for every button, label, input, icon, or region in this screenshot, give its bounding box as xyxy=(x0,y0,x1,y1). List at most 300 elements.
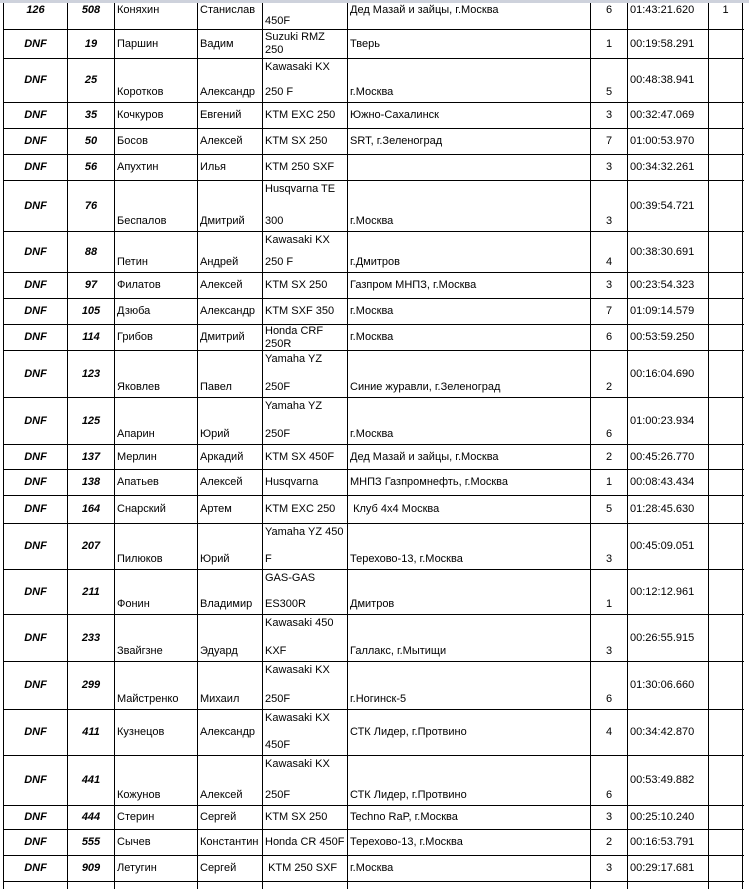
cell-result-status xyxy=(4,129,68,154)
firstname-text: Андрей xyxy=(200,256,239,268)
total-time-text: 00:45:09.051 xyxy=(630,540,695,552)
bike-text: Kawasaki KX xyxy=(265,758,330,770)
cell-lastname xyxy=(115,103,198,128)
cell-result-status xyxy=(4,103,68,128)
cell-note xyxy=(709,806,743,829)
cell-laps xyxy=(591,325,628,350)
lastname-text: Звайгзне xyxy=(117,645,163,657)
cell-rider-number xyxy=(68,662,115,709)
cell-total-time xyxy=(628,30,709,58)
cell-team-city xyxy=(348,445,591,469)
table-row xyxy=(4,445,744,470)
cell-team-city xyxy=(348,273,591,298)
cell-team-city xyxy=(348,155,591,180)
cell-rider-number xyxy=(68,570,115,614)
cell-bike xyxy=(263,524,348,569)
team-city-text: г.Москва xyxy=(350,305,394,317)
table-row xyxy=(4,398,744,445)
table-row xyxy=(4,830,744,856)
cell-firstname xyxy=(198,524,263,569)
lastname-text: Паршин xyxy=(117,37,159,50)
cell-rider-number xyxy=(68,615,115,661)
rider-number-text: 56 xyxy=(84,161,98,173)
cell-total-time xyxy=(628,710,709,755)
cell-lastname xyxy=(115,351,198,397)
race-results-table xyxy=(3,3,744,889)
cell-lastname xyxy=(115,3,198,29)
cell-lastname xyxy=(115,273,198,298)
total-time-text: 00:53:49.882 xyxy=(630,774,695,786)
cell-bike xyxy=(263,830,348,855)
bike-text: Yamaha YZ xyxy=(265,400,323,412)
cell-team-city xyxy=(348,232,591,272)
cell-result-status xyxy=(4,882,68,889)
lastname-text: Коняхин xyxy=(117,4,160,16)
total-time-text: 00:34:32.261 xyxy=(630,161,695,173)
cell-laps xyxy=(591,273,628,298)
rider-number-text: 125 xyxy=(81,414,101,427)
bike-text: KXF xyxy=(265,645,287,657)
cell-note xyxy=(709,3,743,29)
cell-bike xyxy=(263,710,348,755)
cell-lastname xyxy=(115,445,198,469)
cell-bike xyxy=(263,856,348,881)
cell-rider-number xyxy=(68,181,115,231)
cell-rider-number xyxy=(68,351,115,397)
bike-text: KTM EXC 250 xyxy=(265,503,336,515)
cell-team-city xyxy=(348,856,591,881)
rider-number-text: 233 xyxy=(81,631,101,644)
team-city-text: Галлакс, г.Мытищи xyxy=(350,645,447,657)
result-status-text: DNF xyxy=(24,774,47,786)
team-city-text: Терехово-13, г.Москва xyxy=(350,836,463,848)
laps-text: 1 xyxy=(605,598,613,610)
firstname-text: Станислав xyxy=(200,4,256,16)
cell-bike xyxy=(263,351,348,397)
cell-lastname xyxy=(115,30,198,58)
firstname-text: Илья xyxy=(200,161,227,173)
result-status-text: 126 xyxy=(26,4,45,16)
bike-text: 250F xyxy=(265,381,291,393)
table-row xyxy=(4,806,744,830)
cell-note xyxy=(709,756,743,805)
lastname-text: Сычев xyxy=(117,836,151,848)
team-city-text: г.Москва xyxy=(350,86,394,98)
lastname-text: Мерлин xyxy=(117,450,157,463)
cell-total-time xyxy=(628,299,709,324)
cell-laps xyxy=(591,830,628,855)
team-city-text: г.Москва xyxy=(350,862,394,874)
team-city-text: Techno RaP, г.Москва xyxy=(350,811,458,823)
laps-text: 1 xyxy=(605,37,613,50)
cell-note xyxy=(709,181,743,231)
total-time-text: 00:38:30.691 xyxy=(630,245,695,258)
cell-note xyxy=(709,30,743,58)
lastname-text: Летугин xyxy=(117,862,157,874)
rider-number-text: 88 xyxy=(84,245,98,258)
team-city-text: МНПЗ Газпромнефть, г.Москва xyxy=(350,476,509,488)
team-city-text: г.Москва xyxy=(350,215,394,227)
laps-text: 6 xyxy=(605,428,613,440)
team-city-text: Тверь xyxy=(350,37,380,50)
cell-lastname xyxy=(115,398,198,444)
lastname-text: Апарин xyxy=(117,428,155,440)
team-city-text: СТК Лидер, г.Протвино xyxy=(350,789,467,801)
firstname-text: Владимир xyxy=(200,598,253,610)
cell-total-time xyxy=(628,129,709,154)
cell-lastname xyxy=(115,496,198,523)
cell-bike xyxy=(263,445,348,469)
cell-rider-number xyxy=(68,856,115,881)
lastname-text: Петин xyxy=(117,256,148,268)
cell-rider-number xyxy=(68,299,115,324)
cell-result-status xyxy=(4,351,68,397)
cell-result-status xyxy=(4,524,68,569)
cell-total-time xyxy=(628,103,709,128)
bike-text: 300 xyxy=(265,215,284,227)
total-time-text: 01:09:14.579 xyxy=(630,305,695,317)
lastname-text: Коротков xyxy=(117,86,164,98)
cell-bike xyxy=(263,882,348,889)
cell-note xyxy=(709,232,743,272)
total-time-text: 00:48:38.941 xyxy=(630,74,695,86)
cell-laps xyxy=(591,155,628,180)
cell-note xyxy=(709,856,743,881)
cell-result-status xyxy=(4,3,68,29)
result-status-text: DNF xyxy=(24,245,47,258)
table-row xyxy=(4,181,744,232)
cell-rider-number xyxy=(68,103,115,128)
table-row xyxy=(4,496,744,524)
cell-firstname xyxy=(198,806,263,829)
cell-rider-number xyxy=(68,398,115,444)
bike-text: KTM 250 SXF xyxy=(265,161,335,173)
cell-total-time xyxy=(628,470,709,495)
bike-text: F xyxy=(265,553,272,565)
cell-lastname xyxy=(115,232,198,272)
cell-lastname xyxy=(115,830,198,855)
cell-bike xyxy=(263,181,348,231)
rider-number-text: 19 xyxy=(84,37,98,50)
cell-laps xyxy=(591,181,628,231)
table-row xyxy=(4,710,744,756)
cell-note xyxy=(709,299,743,324)
firstname-text: Дмитрий xyxy=(200,215,245,227)
cell-note xyxy=(709,470,743,495)
cell-team-city xyxy=(348,299,591,324)
cell-total-time xyxy=(628,398,709,444)
result-status-text: DNF xyxy=(24,450,47,463)
team-city-text: г.Москва xyxy=(350,331,394,343)
table-row xyxy=(4,299,744,325)
cell-firstname xyxy=(198,445,263,469)
cell-total-time xyxy=(628,3,709,29)
total-time-text: 00:25:10.240 xyxy=(630,811,695,823)
cell-lastname xyxy=(115,59,198,102)
cell-bike xyxy=(263,325,348,350)
cell-result-status xyxy=(4,398,68,444)
table-row xyxy=(4,129,744,155)
cell-total-time xyxy=(628,325,709,350)
cell-lastname xyxy=(115,856,198,881)
bike-text: Honda CRF 250R xyxy=(265,325,327,350)
cell-note xyxy=(709,59,743,102)
result-status-text: DNF xyxy=(24,476,47,488)
cell-total-time xyxy=(628,155,709,180)
cell-bike xyxy=(263,273,348,298)
table-row xyxy=(4,325,744,351)
cell-note xyxy=(709,570,743,614)
result-status-text: DNF xyxy=(24,414,47,427)
cell-firstname xyxy=(198,3,263,29)
bike-text: ES300R xyxy=(265,598,306,610)
cell-bike xyxy=(263,470,348,495)
lastname-text: Стерин xyxy=(117,811,155,823)
laps-text: 4 xyxy=(605,256,613,268)
cell-bike xyxy=(263,59,348,102)
lastname-text: Апухтин xyxy=(117,161,159,173)
cell-note xyxy=(709,830,743,855)
cell-firstname xyxy=(198,662,263,709)
total-time-text: 00:16:53.791 xyxy=(630,836,695,848)
cell-firstname xyxy=(198,129,263,154)
bike-text: KTM EXC 250 xyxy=(265,109,336,121)
cell-note xyxy=(709,615,743,661)
cell-rider-number xyxy=(68,59,115,102)
rider-number-text: 114 xyxy=(82,331,100,343)
laps-text: 6 xyxy=(605,331,613,343)
team-city-text: Терехово-13, г.Москва xyxy=(350,553,463,565)
cell-team-city xyxy=(348,325,591,350)
table-row xyxy=(4,59,744,103)
total-time-text: 00:08:43.434 xyxy=(630,476,695,488)
cell-team-city xyxy=(348,30,591,58)
laps-text: 3 xyxy=(605,109,613,121)
cell-total-time xyxy=(628,232,709,272)
cell-laps xyxy=(591,351,628,397)
cell-total-time xyxy=(628,882,709,889)
cell-lastname xyxy=(115,181,198,231)
team-city-text: Синие журавли, г.Зеленоград xyxy=(350,381,501,393)
cell-firstname xyxy=(198,273,263,298)
laps-text: 6 xyxy=(605,693,613,705)
cell-firstname xyxy=(198,59,263,102)
rider-number-text: 909 xyxy=(81,862,101,874)
laps-text: 3 xyxy=(605,161,613,173)
cell-total-time xyxy=(628,181,709,231)
cell-note xyxy=(709,524,743,569)
cell-result-status xyxy=(4,181,68,231)
cell-total-time xyxy=(628,570,709,614)
cell-bike xyxy=(263,299,348,324)
cell-result-status xyxy=(4,570,68,614)
table-row xyxy=(4,524,744,570)
cell-team-city xyxy=(348,398,591,444)
cell-lastname xyxy=(115,299,198,324)
total-time-text: 00:12:12.961 xyxy=(630,585,695,598)
cell-note xyxy=(709,882,743,889)
result-status-text: DNF xyxy=(24,37,47,50)
cell-result-status xyxy=(4,856,68,881)
rider-number-text: 441 xyxy=(81,774,101,786)
cell-bike xyxy=(263,615,348,661)
cell-result-status xyxy=(4,273,68,298)
cell-firstname xyxy=(198,398,263,444)
bike-text: 450F xyxy=(265,15,291,27)
lastname-text: Фонин xyxy=(117,598,150,610)
cell-laps xyxy=(591,103,628,128)
cell-team-city xyxy=(348,615,591,661)
laps-text: 3 xyxy=(605,862,613,874)
laps-text: 6 xyxy=(605,4,613,16)
cell-laps xyxy=(591,710,628,755)
lastname-text: Дзюба xyxy=(117,305,151,317)
cell-result-status xyxy=(4,615,68,661)
team-city-text: Клуб 4х4 Москва xyxy=(350,503,440,515)
cell-laps xyxy=(591,570,628,614)
bike-text: 250F xyxy=(265,428,291,440)
cell-laps xyxy=(591,470,628,495)
cell-lastname xyxy=(115,806,198,829)
firstname-text: Артем xyxy=(200,503,232,515)
cell-rider-number xyxy=(68,710,115,755)
result-status-text: DNF xyxy=(24,862,47,874)
firstname-text: Дмитрий xyxy=(200,331,245,343)
note-text: 1 xyxy=(722,4,729,16)
cell-firstname xyxy=(198,299,263,324)
cell-firstname xyxy=(198,181,263,231)
bike-text: 250F xyxy=(265,693,291,705)
cell-rider-number xyxy=(68,470,115,495)
table-row xyxy=(4,103,744,129)
cell-total-time xyxy=(628,496,709,523)
bike-text: Kawasaki 450 xyxy=(265,617,334,629)
team-city-text: СТК Лидер, г.Протвино xyxy=(350,726,467,738)
firstname-text: Юрий xyxy=(200,553,230,565)
cell-total-time xyxy=(628,856,709,881)
firstname-text: Эдуард xyxy=(200,645,238,657)
bike-text: Husqvarna TE xyxy=(265,183,336,195)
table-row xyxy=(4,470,744,496)
table-row xyxy=(4,3,744,30)
rider-number-text: 137 xyxy=(81,450,101,463)
laps-text: 2 xyxy=(605,450,613,463)
cell-lastname xyxy=(115,129,198,154)
cell-laps xyxy=(591,806,628,829)
firstname-text: Юрий xyxy=(200,428,230,440)
cell-total-time xyxy=(628,662,709,709)
table-row xyxy=(4,662,744,710)
cell-bike xyxy=(263,806,348,829)
result-status-text: DNF xyxy=(24,585,47,598)
rider-number-text: 444 xyxy=(81,811,101,823)
cell-laps xyxy=(591,3,628,29)
cell-bike xyxy=(263,662,348,709)
cell-firstname xyxy=(198,155,263,180)
firstname-text: Александр xyxy=(200,305,256,317)
rider-number-text: 123 xyxy=(81,367,101,380)
table-row xyxy=(4,615,744,662)
cell-bike xyxy=(263,570,348,614)
team-city-text: Южно-Сахалинск xyxy=(350,109,439,121)
rider-number-text: 35 xyxy=(84,109,98,121)
firstname-text: Алексей xyxy=(200,135,243,147)
lastname-text: Кожунов xyxy=(117,789,161,801)
result-status-text: DNF xyxy=(24,74,47,86)
total-time-text: 00:16:04.690 xyxy=(630,367,695,380)
cell-bike xyxy=(263,496,348,523)
cell-team-city xyxy=(348,3,591,29)
rider-number-text: 207 xyxy=(81,540,101,552)
cell-result-status xyxy=(4,155,68,180)
cell-result-status xyxy=(4,662,68,709)
cell-total-time xyxy=(628,806,709,829)
firstname-text: Константин xyxy=(200,836,259,848)
team-city-text: SRT, г.Зеленоград xyxy=(350,135,443,147)
laps-text: 1 xyxy=(605,476,613,488)
cell-laps xyxy=(591,445,628,469)
rider-number-text: 164 xyxy=(81,503,101,515)
lastname-text: Снарский xyxy=(117,503,166,515)
cell-firstname xyxy=(198,710,263,755)
table-row xyxy=(4,273,744,299)
result-status-text: DNF xyxy=(24,503,47,515)
firstname-text: Сергей xyxy=(200,862,237,874)
firstname-text: Михаил xyxy=(200,693,240,705)
laps-text: 3 xyxy=(605,811,613,823)
cell-bike xyxy=(263,103,348,128)
cell-result-status xyxy=(4,470,68,495)
cell-bike xyxy=(263,30,348,58)
laps-text: 3 xyxy=(605,553,613,565)
laps-text: 7 xyxy=(605,305,613,317)
cell-bike xyxy=(263,398,348,444)
bike-text: KTM SX 250 xyxy=(265,279,328,291)
bike-text: Yamaha YZ xyxy=(265,353,323,365)
result-status-text: DNF xyxy=(24,540,47,552)
cell-lastname xyxy=(115,710,198,755)
team-city-text: Дмитров xyxy=(350,598,395,610)
table-row xyxy=(4,232,744,273)
cell-result-status xyxy=(4,445,68,469)
cell-team-city xyxy=(348,496,591,523)
cell-lastname xyxy=(115,662,198,709)
firstname-text: Сергей xyxy=(200,811,237,823)
lastname-text: Пилюков xyxy=(117,553,163,565)
bike-text: KTM SXF 350 xyxy=(265,305,335,317)
cell-rider-number xyxy=(68,524,115,569)
bike-text: Husqvarna xyxy=(265,476,319,488)
cell-firstname xyxy=(198,882,263,889)
table-row xyxy=(4,856,744,882)
cell-team-city xyxy=(348,710,591,755)
cell-laps xyxy=(591,882,628,889)
cell-result-status xyxy=(4,299,68,324)
result-status-text: DNF xyxy=(24,811,47,823)
table-row xyxy=(4,756,744,806)
laps-text: 2 xyxy=(605,836,613,848)
result-status-text: DNF xyxy=(24,836,47,848)
cell-firstname xyxy=(198,30,263,58)
rider-number-text: 25 xyxy=(84,74,98,86)
bike-text: Kawasaki KX xyxy=(265,234,330,246)
cell-total-time xyxy=(628,445,709,469)
cell-note xyxy=(709,273,743,298)
bike-text: 250 F xyxy=(265,86,294,98)
cell-total-time xyxy=(628,615,709,661)
cell-firstname xyxy=(198,351,263,397)
cell-lastname xyxy=(115,325,198,350)
